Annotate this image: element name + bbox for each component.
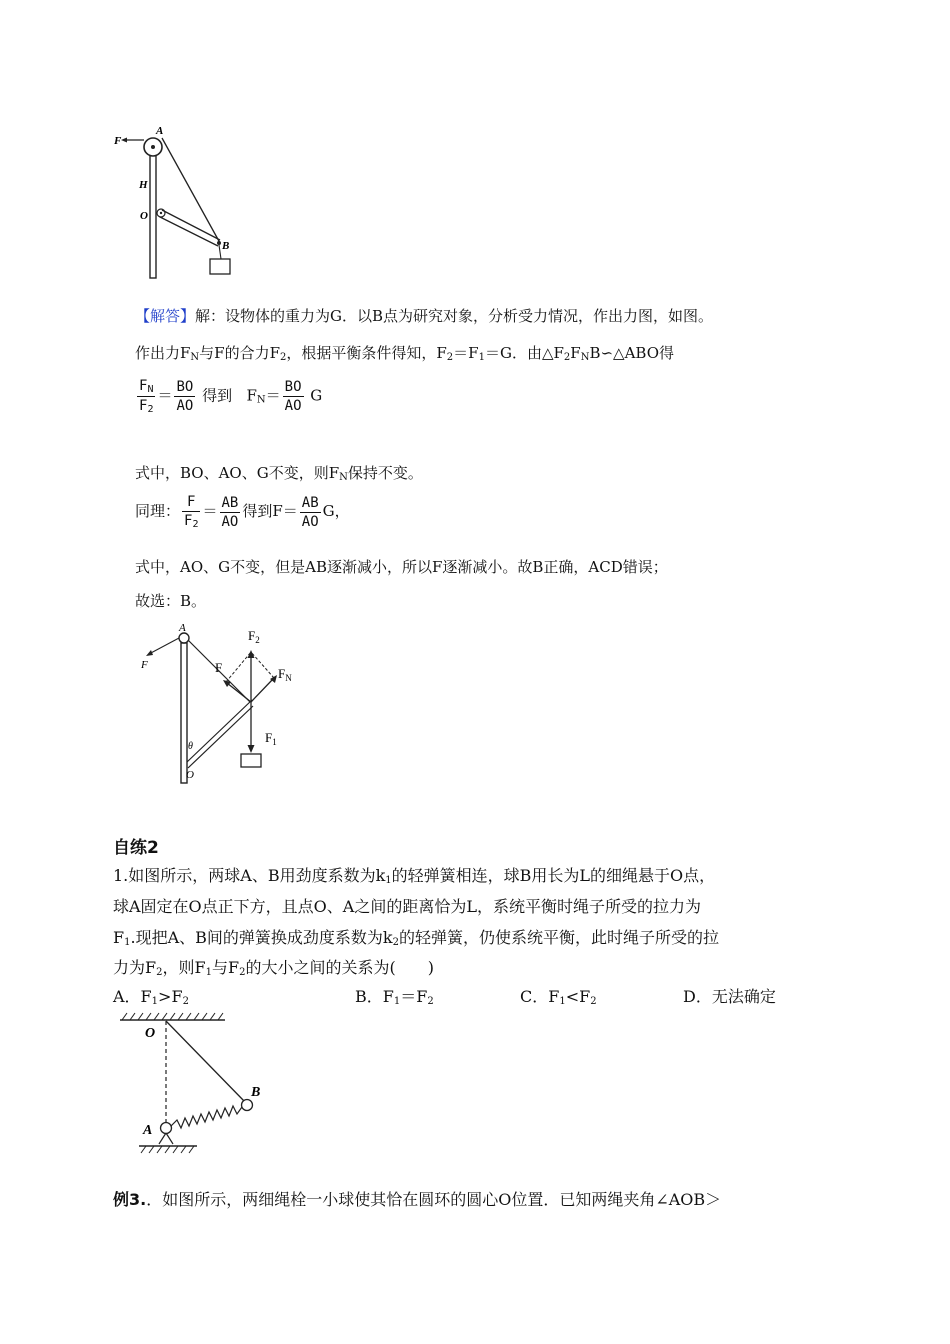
option-d: D．无法确定 — [683, 987, 776, 1006]
answer-tag: 【解答】 — [135, 307, 196, 325]
question-line-4: 力为$F_2$，则$F_1$与$F_2$的大小之间的关系为( ) — [113, 958, 434, 978]
solution-line-1: 【解答】解：设物体的重力为G．以B点为研究对象，分析受力情况，作出力图，如图。 — [135, 307, 714, 325]
fraction-ab-ao: $\frac{AB}{AO}$ — [221, 494, 239, 530]
label-o: O — [140, 210, 148, 222]
fraction-bo-ao: $\frac{BO}{AO}$ — [176, 379, 194, 414]
figure-force-diagram — [132, 620, 312, 790]
label-a: A — [156, 125, 164, 137]
fraction-fn-f2: $\frac{F_N}{F_2}$ — [139, 378, 154, 415]
solution-line-4: 式中，AO、G不变，但是AB逐渐减小，所以F逐渐减小。故B正确，ACD错误； — [135, 558, 668, 576]
label-o: O — [186, 769, 194, 781]
figure-pulley-rod — [110, 122, 250, 282]
label-f: F — [215, 660, 223, 675]
label-f: F — [114, 135, 122, 147]
solution-line-5: 故选：B。 — [135, 592, 207, 610]
figure-spring-balls — [115, 1010, 275, 1160]
label-b: B — [222, 240, 230, 252]
label-a: A — [179, 622, 186, 634]
question-line-3: $F_1$.现把A、B间的弹簧换成劲度系数为$k_2$的轻弹簧，仍使系统平衡，此时绳子所受的拉 — [113, 928, 719, 948]
label-fn: $F_N$ — [278, 666, 292, 683]
solution-line-2: 作出力$F_N$与F的合力$F_2$，根据平衡条件得知，$F_2=F_1=G$．由$\triangle F_2F_NB∽\triangle ABO$得 — [135, 344, 675, 363]
fraction-bo-ao-2: $\frac{BO}{AO}$ — [284, 379, 302, 414]
exercise-title: 自练2 — [113, 838, 159, 858]
fraction-ab-ao-2: $\frac{AB}{AO}$ — [301, 494, 319, 530]
example-label: 例3. — [113, 1190, 147, 1209]
equation-2: 同理： $\frac{F}{F_2}$ ＝ $\frac{AB}{AO}$ 得到F＝ $\frac{AB}{AO}$ G， — [135, 494, 350, 530]
option-a: A．$F_1>F_2$ — [113, 987, 189, 1007]
label-o: O — [145, 1026, 156, 1041]
option-c: C．$F_1<F_2$ — [520, 987, 597, 1007]
example-3: 例3.．如图所示，两细绳栓一小球使其恰在圆环的圆心O位置．已知两绳夹角∠AOB＞ — [113, 1190, 722, 1209]
fraction-f-f2: $\frac{F}{F_2}$ — [184, 494, 199, 530]
label-f1: $F_1$ — [265, 730, 277, 747]
equation-1: $\frac{F_N}{F_2}$ ＝ $\frac{BO}{AO}$ 得到 $F_N=$ $\frac{BO}{AO}$ G — [139, 378, 323, 415]
label-h: H — [139, 179, 148, 191]
question-line-1: 1.如图所示，两球A、B用劲度系数为$k_1$的轻弹簧相连，球B用长为L的细绳悬于O点， — [113, 866, 716, 886]
solution-line-3: 式中，BO、AO、G不变，则$F_N$保持不变。 — [135, 464, 423, 483]
question-line-2: 球A固定在O点正下方，且点O、A之间的距离恰为L，系统平衡时绳子所受的拉力为 — [113, 897, 701, 916]
label-f-rope: F — [141, 659, 148, 671]
option-b: B．$F_1=F_2$ — [355, 987, 434, 1007]
label-b: B — [251, 1085, 261, 1100]
label-f2: $F_2$ — [248, 628, 260, 645]
label-theta: θ — [188, 741, 193, 752]
label-a: A — [143, 1123, 153, 1138]
